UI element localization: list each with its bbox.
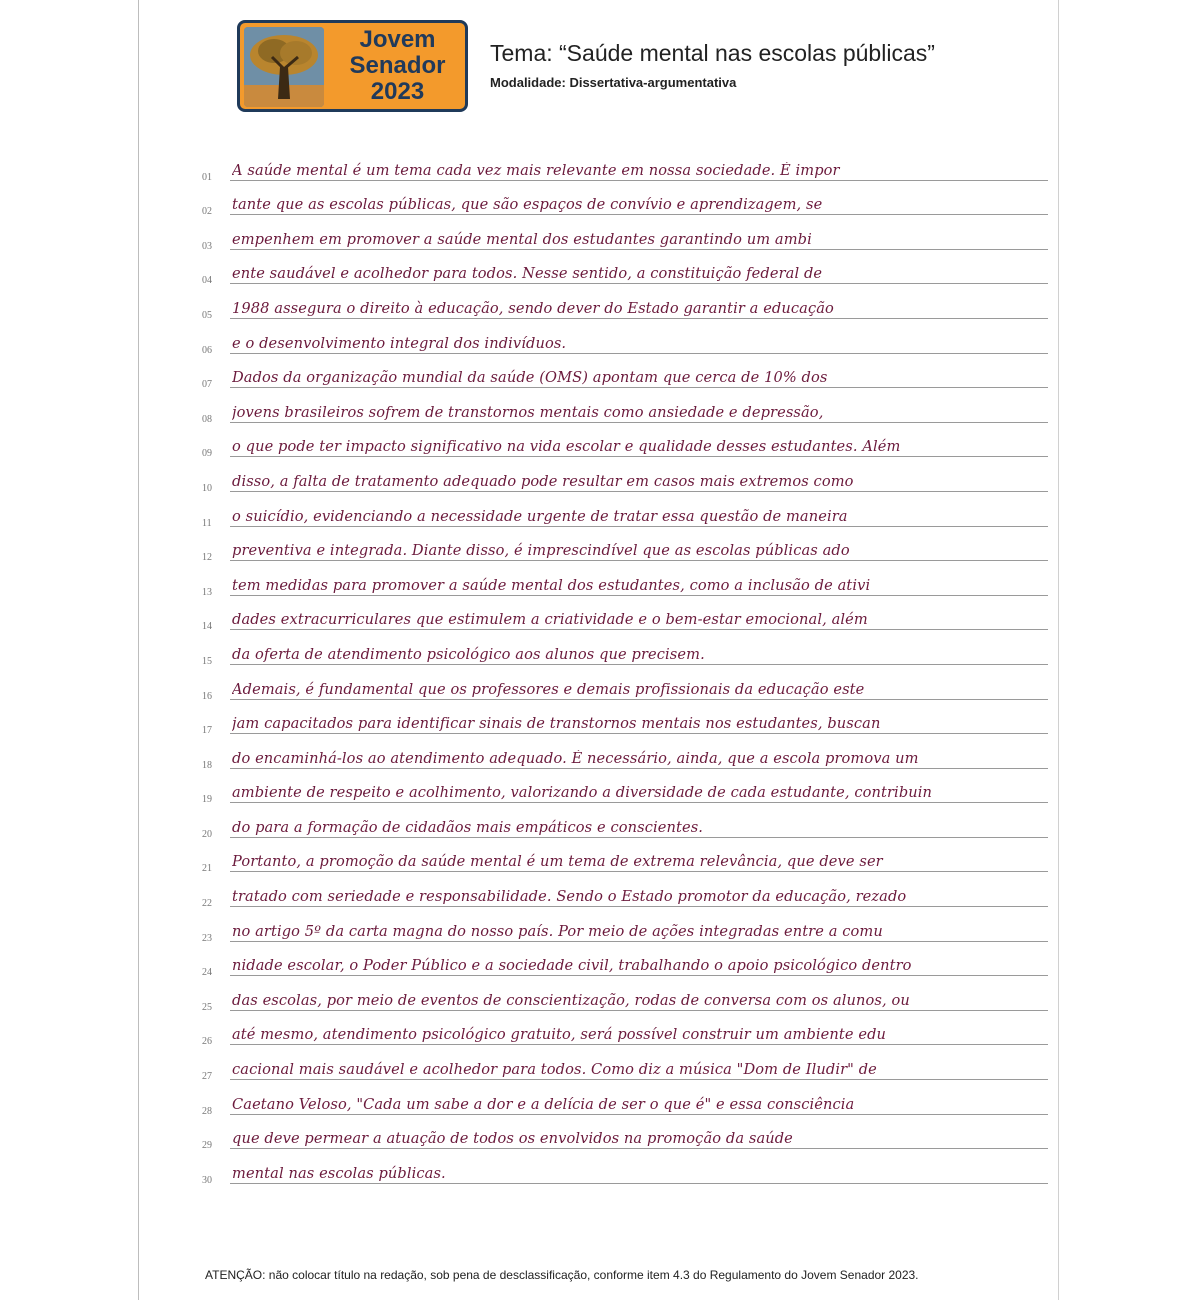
line-number: 15 — [202, 655, 212, 667]
line-number: 07 — [202, 379, 212, 391]
line-rule — [230, 560, 1048, 561]
essay-line — [196, 323, 1048, 358]
essay-line — [196, 911, 1048, 946]
line-rule — [230, 595, 1048, 596]
line-rule — [230, 906, 1048, 907]
handwritten-text: cacional mais saudável e acolhedor para todos. Como diz a música "Dom de Iludir" de — [232, 1061, 877, 1079]
logo-text — [330, 27, 465, 105]
handwritten-text: tem medidas para promover a saúde mental dos estudantes, como a inclusão de ativi — [232, 576, 871, 594]
handwritten-text: jam capacitados para identificar sinais de transtornos mentais nos estudantes, buscan — [232, 715, 881, 733]
handwritten-text: Caetano Veloso, "Cada um sabe a dor e a delícia de ser o que é" e essa consciência — [232, 1095, 855, 1113]
line-number: 10 — [202, 482, 212, 494]
essay-line — [196, 150, 1048, 185]
essay-lines — [196, 150, 1048, 1188]
essay-line — [196, 358, 1048, 393]
line-rule — [230, 1079, 1048, 1080]
line-number: 21 — [202, 863, 212, 875]
handwritten-text: que deve permear a atuação de todos os envolvidos na promoção da saúde — [232, 1130, 793, 1148]
line-number: 24 — [202, 967, 212, 979]
essay-line — [196, 427, 1048, 462]
line-rule — [230, 1183, 1048, 1184]
handwritten-text: Ademais, é fundamental que os professores e demais profissionais da educação este — [232, 680, 865, 698]
line-rule — [230, 1148, 1048, 1149]
essay-line — [196, 669, 1048, 704]
handwritten-text: do para a formação de cidadãos mais empáticos e conscientes. — [232, 818, 704, 836]
handwritten-text: das escolas, por meio de eventos de conscientização, rodas de conversa com os alunos, ou — [232, 991, 910, 1009]
line-number: 28 — [202, 1105, 212, 1117]
handwritten-text: até mesmo, atendimento psicológico gratuito, será possível construir um ambiente edu — [232, 1026, 887, 1044]
handwritten-text: empenhem em promover a saúde mental dos estudantes garantindo um ambi — [232, 230, 812, 248]
essay-line — [196, 1153, 1048, 1188]
handwritten-text: do encaminhá-los ao atendimento adequado. É necessário, ainda, que a escola promova um — [232, 749, 919, 767]
line-rule — [230, 664, 1048, 665]
essay-line — [196, 185, 1048, 220]
line-rule — [230, 526, 1048, 527]
line-rule — [230, 975, 1048, 976]
essay-line — [196, 219, 1048, 254]
essay-line — [196, 634, 1048, 669]
handwritten-text: Portanto, a promoção da saúde mental é um tema de extrema relevância, que deve ser — [232, 853, 883, 871]
essay-line — [196, 531, 1048, 566]
line-number: 20 — [202, 828, 212, 840]
essay-line — [196, 842, 1048, 877]
tree-photo-icon — [244, 27, 324, 107]
essay-line — [196, 738, 1048, 773]
essay-line — [196, 1049, 1048, 1084]
essay-line — [196, 704, 1048, 739]
line-number: 18 — [202, 759, 212, 771]
handwritten-text: tratado com seriedade e responsabilidade. Sendo o Estado promotor da educação, rezado — [232, 888, 907, 906]
essay-line — [196, 496, 1048, 531]
attention-note: ATENÇÃO: não colocar título na redação, sob pena de desclassificação, conforme item 4.3 do Regulamento do Jovem Senador 2023. — [205, 1268, 919, 1282]
line-rule — [230, 837, 1048, 838]
handwritten-text: ente saudável e acolhedor para todos. Nesse sentido, a constituição federal de — [232, 265, 823, 283]
line-rule — [230, 768, 1048, 769]
line-rule — [230, 214, 1048, 215]
line-number: 25 — [202, 1001, 212, 1013]
line-number: 01 — [202, 171, 212, 183]
line-rule — [230, 180, 1048, 181]
line-rule — [230, 491, 1048, 492]
line-number: 06 — [202, 344, 212, 356]
handwritten-text: jovens brasileiros sofrem de transtornos mentais como ansiedade e depressão, — [232, 403, 824, 421]
line-rule — [230, 871, 1048, 872]
line-number: 11 — [202, 517, 212, 529]
line-rule — [230, 1010, 1048, 1011]
essay-line — [196, 1119, 1048, 1154]
line-number: 22 — [202, 898, 212, 910]
essay-line — [196, 946, 1048, 981]
logo-line-1: Jovem — [359, 26, 436, 53]
logo-line-2: Senador — [349, 52, 446, 79]
line-number: 13 — [202, 586, 212, 598]
line-number: 03 — [202, 240, 212, 252]
essay-line — [196, 288, 1048, 323]
line-number: 17 — [202, 725, 212, 737]
line-number: 14 — [202, 621, 212, 633]
handwritten-text: tante que as escolas públicas, que são espaços de convívio e aprendizagem, se — [232, 196, 823, 214]
line-rule — [230, 1114, 1048, 1115]
handwritten-text: e o desenvolvimento integral dos indivíduos. — [232, 334, 567, 352]
line-rule — [230, 629, 1048, 630]
logo-line-3: 2023 — [370, 78, 425, 105]
essay-line — [196, 461, 1048, 496]
handwritten-text: A saúde mental é um tema cada vez mais relevante em nossa sociedade. É impor — [232, 161, 840, 179]
theme-title: Tema: “Saúde mental nas escolas públicas” — [490, 40, 935, 66]
handwritten-text: mental nas escolas públicas. — [232, 1164, 446, 1182]
essay-line — [196, 807, 1048, 842]
line-rule — [230, 387, 1048, 388]
line-number: 16 — [202, 690, 212, 702]
handwritten-text: disso, a falta de tratamento adequado pode resultar em casos mais extremos como — [232, 472, 854, 490]
essay-line — [196, 980, 1048, 1015]
handwritten-text: no artigo 5º da carta magna do nosso país. Por meio de ações integradas entre a comu — [232, 922, 883, 940]
line-number: 09 — [202, 448, 212, 460]
line-number: 04 — [202, 275, 212, 287]
essay-line — [196, 1084, 1048, 1119]
line-number: 08 — [202, 413, 212, 425]
handwritten-text: Dados da organização mundial da saúde (OMS) apontam que cerca de 10% dos — [232, 369, 828, 387]
line-number: 12 — [202, 552, 212, 564]
line-number: 29 — [202, 1140, 212, 1152]
handwritten-text: preventiva e integrada. Diante disso, é imprescindível que as escolas públicas ado — [232, 542, 850, 560]
line-rule — [230, 353, 1048, 354]
handwritten-text: o suicídio, evidenciando a necessidade urgente de tratar essa questão de maneira — [232, 507, 848, 525]
line-number: 02 — [202, 206, 212, 218]
line-rule — [230, 422, 1048, 423]
handwritten-text: nidade escolar, o Poder Público e a sociedade civil, trabalhando o apoio psicológico dentro — [232, 957, 912, 975]
essay-line — [196, 600, 1048, 635]
essay-line — [196, 565, 1048, 600]
line-rule — [230, 699, 1048, 700]
line-number: 30 — [202, 1174, 212, 1186]
handwritten-text: o que pode ter impacto significativo na vida escolar e qualidade desses estudantes. Além — [232, 438, 901, 456]
handwritten-text: 1988 assegura o direito à educação, sendo dever do Estado garantir a educação — [232, 299, 834, 317]
handwritten-text: da oferta de atendimento psicológico aos alunos que precisem. — [232, 645, 705, 663]
line-number: 27 — [202, 1071, 212, 1083]
essay-line — [196, 392, 1048, 427]
line-rule — [230, 733, 1048, 734]
line-rule — [230, 941, 1048, 942]
modality-subtitle: Modalidade: Dissertativa-argumentativa — [490, 75, 737, 90]
handwritten-text: ambiente de respeito e acolhimento, valorizando a diversidade de cada estudante, contribuin — [232, 784, 933, 802]
line-number: 19 — [202, 794, 212, 806]
line-number: 26 — [202, 1036, 212, 1048]
line-number: 23 — [202, 932, 212, 944]
essay-line — [196, 773, 1048, 808]
line-rule — [230, 318, 1048, 319]
handwritten-text: dades extracurriculares que estimulem a criatividade e o bem-estar emocional, além — [232, 611, 868, 629]
essay-line — [196, 254, 1048, 289]
line-rule — [230, 283, 1048, 284]
line-rule — [230, 802, 1048, 803]
page-border-right — [1058, 0, 1059, 1300]
line-rule — [230, 249, 1048, 250]
essay-line — [196, 1015, 1048, 1050]
line-rule — [230, 456, 1048, 457]
line-number: 05 — [202, 309, 212, 321]
line-rule — [230, 1044, 1048, 1045]
jovem-senador-logo — [237, 20, 468, 112]
page-border-left — [138, 0, 139, 1300]
essay-line — [196, 876, 1048, 911]
